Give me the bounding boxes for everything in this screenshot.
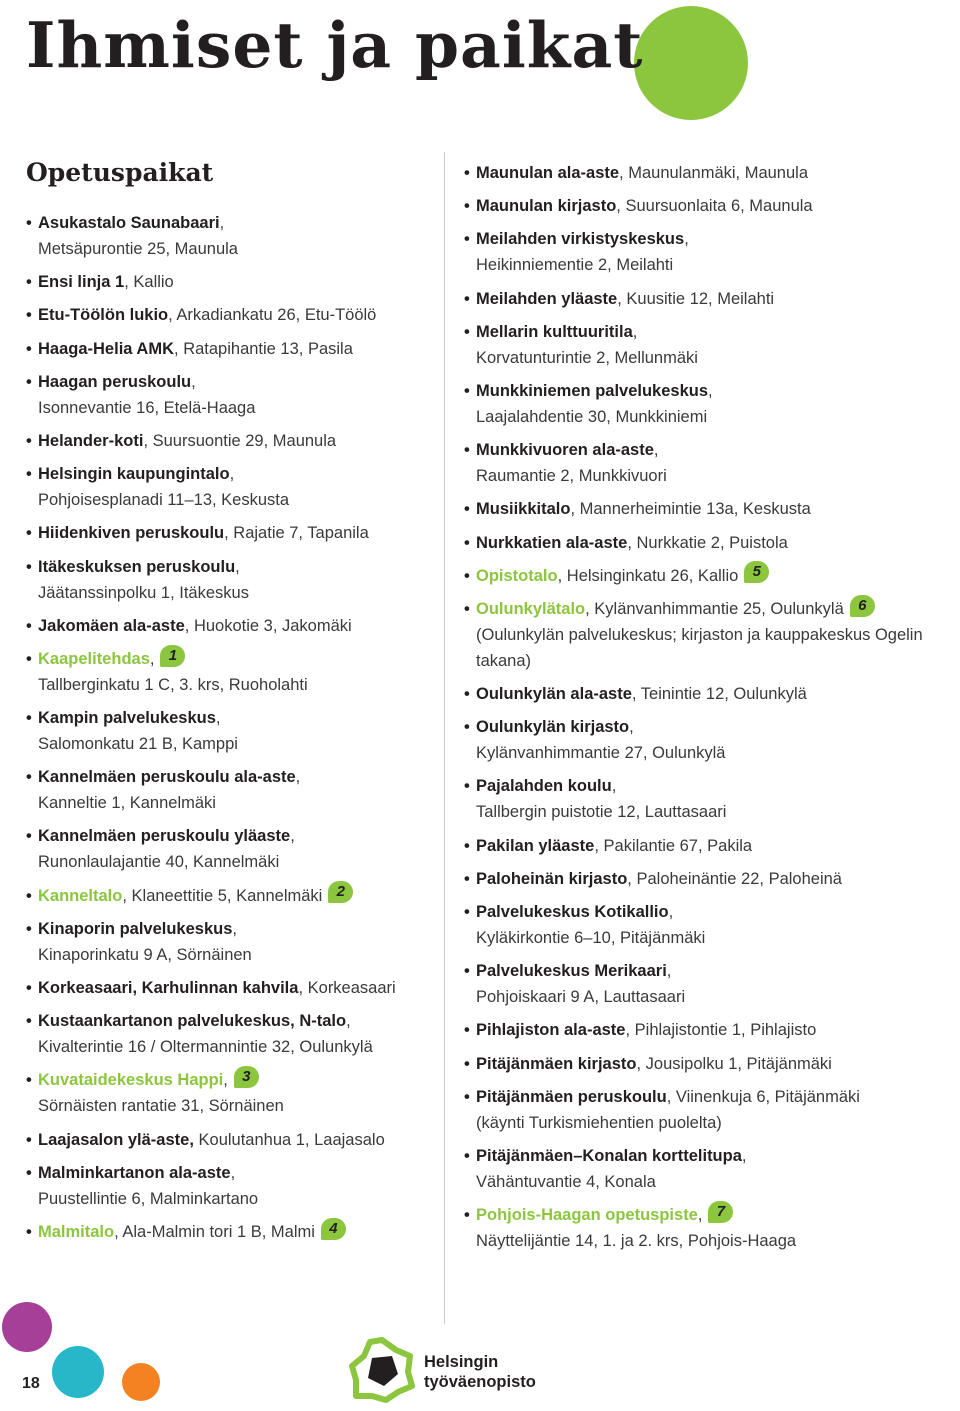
- place-address: Mannerheimintie 13a, Keskusta: [575, 500, 811, 519]
- separator: ,: [631, 685, 637, 704]
- logo-mark-icon: [348, 1336, 416, 1404]
- separator: ,: [295, 768, 301, 787]
- separator: ,: [232, 919, 237, 938]
- separator: ,: [149, 649, 155, 668]
- list-item: [26, 302, 434, 328]
- separator: ,: [616, 197, 621, 216]
- place-name: Haaga-Helia AMK: [38, 339, 175, 358]
- list-item: [26, 336, 434, 362]
- place-name: Mellarin kulttuuritila: [476, 322, 633, 341]
- place-address: Kylänvanhimmantie 25, Oulunkylä: [589, 599, 844, 618]
- map-marker-badge: 6: [850, 595, 875, 617]
- place-address: Vähäntuvantie 4, Konala: [476, 1172, 656, 1191]
- list-item: [26, 554, 434, 606]
- place-address: Helsinginkatu 26, Kallio: [562, 566, 739, 585]
- list-item: [464, 530, 944, 556]
- place-note: (käynti Turkismiehentien puolelta): [476, 1113, 722, 1132]
- separator: ,: [653, 441, 659, 460]
- place-address: Isonnevantie 16, Etelä-Haaga: [38, 398, 256, 417]
- place-name: Ensi linja 1: [38, 273, 125, 292]
- title-area: [0, 0, 960, 140]
- place-address: Näyttelijäntie 14, 1. ja 2. krs, Pohjois-Haaga: [476, 1232, 797, 1251]
- place-address: Metsäpurontie 25, Maunula: [38, 240, 238, 258]
- place-address: Puustellintie 6, Malminkartano: [38, 1189, 259, 1208]
- place-name: Meilahden yläaste: [476, 289, 618, 308]
- list-item: [464, 1017, 944, 1043]
- place-address: Jäätanssinpolku 1, Itäkeskus: [38, 583, 249, 602]
- orange-circle-decoration: [122, 1363, 160, 1401]
- place-name: Maunulan kirjasto: [476, 197, 617, 216]
- separator: ,: [666, 1087, 672, 1106]
- list-item: [464, 496, 944, 522]
- separator: ,: [191, 372, 196, 391]
- separator: ,: [184, 616, 190, 635]
- separator: ,: [122, 886, 127, 905]
- column-divider: [444, 152, 445, 1324]
- place-address: Raumantie 2, Munkkivuori: [476, 467, 667, 486]
- list-item: [464, 899, 944, 951]
- list-item: [464, 866, 944, 892]
- place-name: Kanneltalo: [38, 886, 123, 905]
- place-address: Heikinniementie 2, Meilahti: [476, 256, 674, 275]
- list-item: [26, 1219, 434, 1245]
- separator: ,: [174, 339, 179, 358]
- place-address: Suursuontie 29, Maunula: [148, 431, 337, 450]
- place-address: Kinaporinkatu 9 A, Sörnäinen: [38, 945, 252, 964]
- place-name: Maunulan ala-aste: [476, 164, 620, 182]
- list-item: [464, 833, 944, 859]
- list-item: [26, 823, 434, 875]
- separator: ,: [235, 557, 240, 576]
- separator: ,: [346, 1012, 351, 1031]
- place-address: Ala-Malmin tori 1 B, Malmi: [118, 1222, 315, 1241]
- list-item: [464, 160, 944, 186]
- place-address: Tallbergin puistotie 12, Lauttasaari: [476, 803, 727, 822]
- place-address: Pakilantie 67, Pakila: [598, 836, 753, 855]
- list-item: [464, 286, 944, 312]
- separator: ,: [619, 164, 624, 182]
- place-address: Koulutanhua 1, Laajasalo: [193, 1130, 385, 1149]
- separator: ,: [632, 322, 638, 341]
- place-address: Pohjoiskaari 9 A, Lauttasaari: [476, 988, 686, 1007]
- place-name: Malminkartanon ala-aste: [38, 1163, 231, 1182]
- list-item: [464, 1202, 944, 1254]
- place-name: Pitäjänmäen peruskoulu: [476, 1087, 667, 1106]
- place-address: Korkeasaari: [303, 979, 396, 997]
- logo-text: [424, 1352, 536, 1392]
- list-item: [464, 226, 944, 278]
- place-address: Sörnäisten rantatie 31, Sörnäinen: [38, 1097, 284, 1116]
- place-address: Ratapihantie 13, Pasila: [178, 339, 353, 358]
- place-name: Itäkeskuksen peruskoulu: [38, 557, 236, 576]
- place-name: Helsingin kaupungintalo: [38, 465, 230, 484]
- place-address: Huokotie 3, Jakomäki: [189, 616, 352, 635]
- list-item: [26, 975, 434, 1001]
- list-item: [26, 1127, 434, 1153]
- list-item: [26, 883, 434, 909]
- separator: ,: [668, 903, 674, 921]
- list-item: [464, 1084, 944, 1136]
- separator: ,: [629, 718, 634, 737]
- place-name: Hiidenkiven peruskoulu: [38, 524, 225, 543]
- place-name: Asukastalo Saunabaari: [38, 214, 220, 232]
- place-address: Pohjoisesplanadi 11–13, Keskusta: [38, 491, 290, 510]
- place-name: Laajasalon ylä-aste,: [38, 1130, 194, 1149]
- separator: ,: [168, 306, 173, 325]
- place-address: Suursuonlaita 6, Maunula: [620, 197, 813, 216]
- place-name: Pitäjänmäen–Konalan korttelitupa: [476, 1146, 742, 1165]
- place-address: Viinenkuja 6, Pitäjänmäki: [671, 1087, 860, 1106]
- place-name: Pohjois-Haagan opetuspiste: [476, 1206, 698, 1225]
- list-item: [26, 428, 434, 454]
- place-address: Teinintie 12, Oulunkylä: [636, 685, 807, 704]
- place-name: Haagan peruskoulu: [38, 372, 192, 391]
- place-name: Korkeasaari, Karhulinnan kahvila: [38, 979, 299, 997]
- separator: ,: [224, 524, 229, 543]
- place-address: Laajalahdentie 30, Munkkiniemi: [476, 407, 708, 426]
- place-name: Pakilan yläaste: [476, 836, 595, 855]
- place-name: Nurkkatien ala-aste: [476, 533, 628, 552]
- place-name: Munkkivuoren ala-aste: [476, 441, 654, 460]
- list-item: [26, 613, 434, 639]
- place-address: Kallio: [128, 273, 174, 292]
- page-number: 18: [22, 1375, 40, 1392]
- map-marker-badge: 3: [234, 1066, 259, 1088]
- cyan-circle-decoration: [52, 1346, 104, 1398]
- list-item: [464, 773, 944, 825]
- green-circle-decoration: [634, 6, 748, 120]
- place-address: Jousipolku 1, Pitäjänmäki: [641, 1054, 832, 1073]
- separator: ,: [708, 381, 713, 400]
- list-item: [464, 563, 944, 589]
- place-name: Meilahden virkistyskeskus: [476, 230, 685, 249]
- list-item: [464, 596, 944, 674]
- logo-line-2: työväenopisto: [424, 1373, 536, 1391]
- separator: ,: [215, 709, 221, 728]
- place-address: Kyläkirkontie 6–10, Pitäjänmäki: [476, 929, 706, 947]
- list-item: [464, 1143, 944, 1195]
- place-name: Musiikkitalo: [476, 500, 571, 519]
- place-address: Tallberginkatu 1 C, 3. krs, Ruoholahti: [38, 675, 308, 694]
- separator: ,: [229, 465, 235, 484]
- place-name: Etu-Töölön lukio: [38, 306, 169, 325]
- list-item: [464, 193, 944, 219]
- separator: ,: [230, 1163, 236, 1182]
- list-item: [26, 764, 434, 816]
- place-name: Opistotalo: [476, 566, 558, 585]
- place-name: Paloheinän kirjasto: [476, 869, 628, 888]
- separator: ,: [666, 962, 672, 981]
- separator: ,: [570, 500, 576, 519]
- map-marker-badge: 1: [160, 645, 185, 667]
- place-name: Kaapelitehdas: [38, 649, 150, 668]
- separator: ,: [627, 869, 632, 888]
- list-item: [26, 1008, 434, 1060]
- place-address: Kanneltie 1, Kannelmäki: [38, 794, 216, 813]
- place-name: Helander-koti: [38, 431, 144, 450]
- separator: ,: [298, 979, 304, 997]
- separator: ,: [114, 1222, 119, 1241]
- place-address: Klaneettitie 5, Kannelmäki: [126, 886, 323, 905]
- separator: ,: [697, 1206, 703, 1225]
- list-item: [464, 714, 944, 766]
- place-name: Oulunkylän ala-aste: [476, 685, 632, 704]
- place-name: Palvelukeskus Kotikallio: [476, 903, 669, 921]
- separator: ,: [124, 273, 129, 292]
- list-item: [26, 369, 434, 421]
- place-name: Kuvataidekeskus Happi: [38, 1071, 224, 1090]
- separator: ,: [585, 599, 590, 618]
- place-address: Kylänvanhimmantie 27, Oulunkylä: [476, 744, 726, 763]
- separator: ,: [557, 566, 563, 585]
- place-address: Pihlajistontie 1, Pihlajisto: [630, 1021, 817, 1040]
- place-name: Pitäjänmäen kirjasto: [476, 1054, 637, 1073]
- list-item: [26, 1160, 434, 1212]
- place-address: Salomonkatu 21 B, Kamppi: [38, 735, 238, 754]
- separator: ,: [741, 1146, 747, 1165]
- list-item: [26, 646, 434, 698]
- separator: ,: [684, 230, 689, 249]
- place-name: Pajalahden koulu: [476, 777, 612, 796]
- place-name: Kustaankartanon palvelukeskus, N-talo: [38, 1012, 347, 1031]
- place-name: Palvelukeskus Merikaari: [476, 962, 667, 981]
- place-name: Kannelmäen peruskoulu ala-aste: [38, 768, 296, 787]
- list-item: [464, 958, 944, 1010]
- separator: ,: [611, 777, 617, 796]
- list-item: [464, 437, 944, 489]
- map-marker-badge: 2: [328, 881, 353, 903]
- place-name: Kannelmäen peruskoulu yläaste: [38, 827, 291, 846]
- place-name: Pihlajiston ala-aste: [476, 1021, 626, 1040]
- map-marker-badge: 5: [744, 561, 769, 583]
- list-item: [464, 378, 944, 430]
- list-item: [464, 319, 944, 371]
- place-address: Kivalterintie 16 / Oltermannintie 32, Oulunkylä: [38, 1038, 373, 1057]
- list-item: [26, 916, 434, 968]
- place-name: Oulunkylän kirjasto: [476, 718, 630, 737]
- map-marker-badge: 4: [321, 1218, 346, 1240]
- logo-line-1: Helsingin: [424, 1353, 499, 1371]
- left-column-list: [26, 210, 434, 1252]
- page-title: Ihmiset ja paikat: [26, 8, 644, 82]
- place-address: Paloheinäntie 22, Paloheinä: [631, 869, 842, 888]
- place-name: Kampin palvelukeskus: [38, 709, 216, 728]
- place-address: Maunulanmäki, Maunula: [623, 164, 808, 182]
- list-item: [26, 520, 434, 546]
- separator: ,: [219, 214, 225, 232]
- separator: ,: [636, 1054, 642, 1073]
- separator: ,: [223, 1071, 228, 1090]
- place-address: Runonlaulajantie 40, Kannelmäki: [38, 853, 280, 872]
- place-name: Malmitalo: [38, 1222, 115, 1241]
- list-item: [26, 210, 434, 262]
- place-address: Rajatie 7, Tapanila: [228, 524, 369, 543]
- separator: ,: [627, 533, 632, 552]
- section-title: Opetuspaikat: [26, 158, 214, 187]
- purple-circle-decoration: [2, 1302, 52, 1352]
- place-name: Oulunkylätalo: [476, 599, 586, 618]
- place-address: Arkadiankatu 26, Etu-Töölö: [172, 306, 377, 325]
- separator: ,: [617, 289, 622, 308]
- list-item: [26, 705, 434, 757]
- right-column-list: [464, 160, 944, 1261]
- list-item: [464, 1051, 944, 1077]
- place-address: Korvatunturintie 2, Mellunmäki: [476, 348, 698, 367]
- separator: ,: [625, 1021, 631, 1040]
- separator: ,: [290, 827, 295, 846]
- place-name: Kinaporin palvelukeskus: [38, 919, 233, 938]
- list-item: [26, 269, 434, 295]
- place-address: Nurkkatie 2, Puistola: [631, 533, 788, 552]
- separator: ,: [594, 836, 599, 855]
- place-note: (Oulunkylän palvelukeskus; kirjaston ja kauppakeskus Ogelin takana): [476, 625, 923, 670]
- list-item: [26, 461, 434, 513]
- place-name: Munkkiniemen palvelukeskus: [476, 381, 709, 400]
- place-name: Jakomäen ala-aste: [38, 616, 185, 635]
- list-item: [26, 1067, 434, 1119]
- place-address: Kuusitie 12, Meilahti: [621, 289, 775, 308]
- separator: ,: [143, 431, 149, 450]
- map-marker-badge: 7: [708, 1201, 733, 1223]
- list-item: [464, 681, 944, 707]
